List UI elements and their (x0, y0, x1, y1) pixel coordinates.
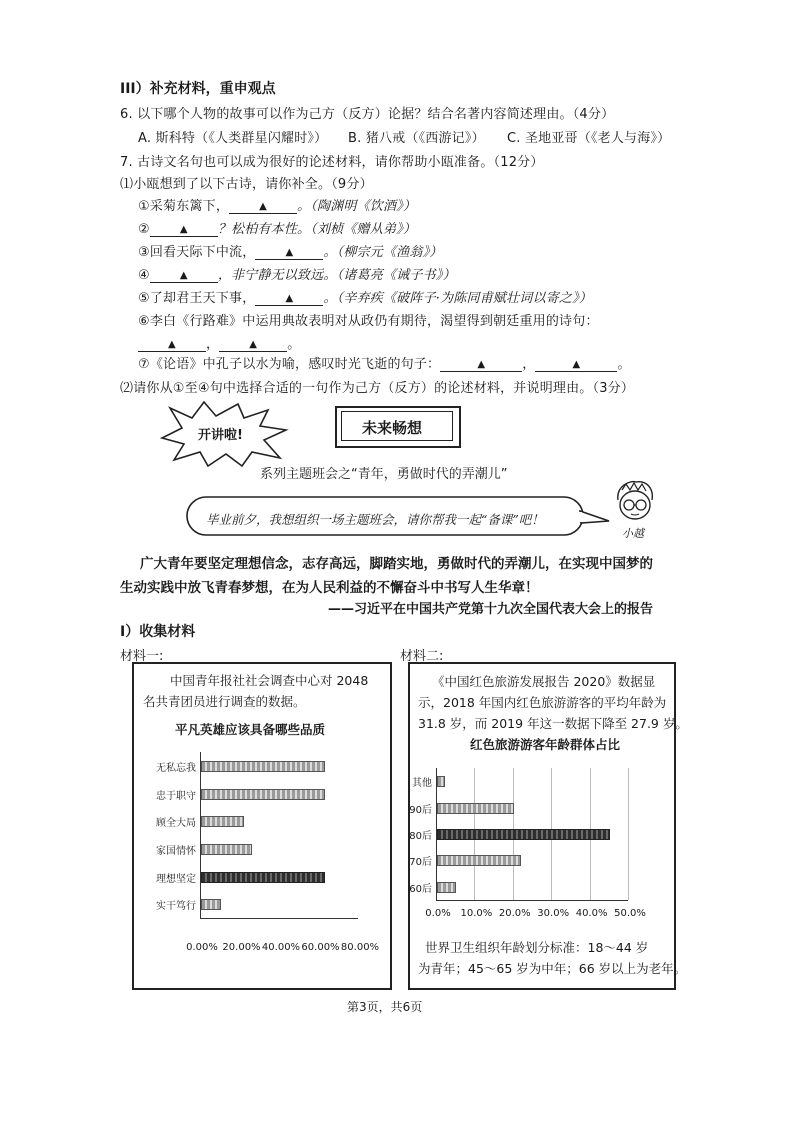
category-label: 家国情怀 (156, 845, 196, 857)
poem-line-6-blanks: ▲ ， ▲ 。 (138, 333, 300, 352)
bar (201, 789, 325, 800)
category-label: 80后 (409, 831, 432, 842)
answer-blank[interactable]: ▲ (535, 357, 617, 372)
answer-blank[interactable]: ▲ (255, 291, 323, 306)
material-2-intro-1: 《中国红色旅游发展报告 2020》数据显 (432, 674, 656, 689)
material-2-intro-3: 31.8 岁，而 2019 年这一数据下降至 27.9 岁。 (418, 716, 688, 731)
category-label: 90后 (409, 804, 432, 816)
bar (201, 899, 221, 910)
question-7-stem: 7. 古诗文名句也可以成为很好的论述材料，请你帮助小瓯准备。（12分） (120, 155, 544, 170)
x-tick-label: 30.0% (537, 908, 570, 919)
question-6-stem: 6. 以下哪个人物的故事可以作为己方（反方）论据？结合名著内容简述理由。（4分） (120, 107, 615, 122)
material-1-intro-2: 名共青团员进行调查的数据。 (143, 694, 306, 709)
poem-line-6-stem: ⑥李白《行路难》中运用典故表明对从政仍有期待，渴望得到朝廷重用的诗句： (138, 314, 599, 329)
poem-line-5: ⑤了却君王天下事， ▲ 。（辛弃疾《破阵子·为陈同甫赋壮词以寄之》） (138, 291, 593, 306)
material-2-note-2: 为青年；45～65 岁为中年；66 岁以上为老年。 (418, 961, 687, 976)
material-2-intro-2: 示，2018 年国内红色旅游游客的平均年龄为 (418, 695, 667, 710)
page-footer: 第3页，共6页 (347, 1000, 423, 1014)
bar (437, 803, 514, 814)
section-heading-iii: III）补充材料，重申观点 (120, 81, 276, 97)
quote-source: ——习近平在中国共产党第十九次全国代表大会上的报告 (328, 602, 654, 617)
category-label: 无私忘我 (156, 762, 196, 774)
category-label: 60后 (409, 883, 432, 895)
poem-line-2: ② ▲ ？松柏有本性。（刘桢《赠从弟》） (138, 222, 417, 237)
line-number: ① (138, 199, 150, 214)
x-axis (436, 900, 628, 901)
poem-line-1: ①采菊东篱下， ▲ 。（陶渊明《饮酒》） (138, 199, 417, 214)
burst-text: 开讲啦! (198, 428, 243, 443)
answer-blank[interactable]: ▲ (138, 337, 206, 352)
poem-line-3: ③回看天际下中流， ▲ 。（柳宗元《渔翁》） (138, 245, 443, 260)
bubble-text: 毕业前夕，我想组织一场主题班会，请你帮我一起“备课”吧！ (206, 512, 544, 527)
poem-line-4: ④ ▲ ，非宁静无以致远。（诸葛亮《诫子书》） (138, 268, 456, 283)
x-tick-label: 0.00% (186, 942, 218, 953)
answer-blank[interactable]: ▲ (229, 199, 297, 214)
y-axis (200, 752, 201, 918)
category-label: 顾全大局 (156, 818, 196, 830)
q6-option-b: B. 猪八戒（《西游记》） (348, 131, 485, 146)
material-1-label: 材料一: (120, 649, 164, 664)
character-name: 小越 (622, 527, 644, 540)
x-tick-label: 10.0% (460, 908, 493, 919)
bar (201, 844, 252, 855)
q7-part2: ⑵请你从①至④句中选择合适的一句作为己方（反方）的论述材料，并说明理由。（3分） (120, 381, 635, 396)
q6-option-c: C. 圣地亚哥（《老人与海》） (507, 131, 671, 146)
bar (437, 776, 445, 787)
category-label: 忠于职守 (156, 790, 196, 802)
x-tick-label: 40.00% (261, 942, 301, 953)
answer-blank[interactable]: ▲ (219, 337, 287, 352)
category-label: 实干笃行 (156, 901, 196, 913)
bar (437, 829, 610, 840)
material-1-intro-1: 中国青年报社社会调查中心对 2048 (170, 673, 369, 688)
bar (201, 761, 325, 772)
quote-line-2: 生动实践中放飞青春梦想，在为人民利益的不懈奋斗中书写人生华章！ (120, 580, 539, 596)
banner-subtitle: 系列主题班会之“青年，勇做时代的弄潮儿” (260, 467, 508, 482)
x-tick-label: 40.0% (575, 908, 608, 919)
bar (201, 816, 244, 827)
category-label: 其他 (412, 778, 432, 790)
q7-part1: ⑴小瓯想到了以下古诗，请你补全。（9分） (120, 177, 373, 192)
x-axis (200, 918, 358, 919)
answer-blank[interactable]: ▲ (440, 357, 522, 372)
bar (437, 855, 521, 866)
poem-line-7: ⑦《论语》中孔子以水为喻，感叹时光飞逝的句子： ▲ ， ▲ 。 (138, 357, 631, 372)
answer-blank[interactable]: ▲ (255, 245, 323, 260)
material-2-label: 材料二: (400, 649, 444, 664)
quote-line-1: 广大青年要坚定理想信念，志存高远，脚踏实地，勇做时代的弄潮儿，在实现中国梦的 (140, 556, 653, 572)
gridline (628, 768, 629, 900)
x-tick-label: 0.0% (425, 908, 451, 919)
bar (201, 872, 325, 883)
category-label: 理想坚定 (156, 873, 196, 885)
sign-text: 未来畅想 (362, 419, 423, 437)
q6-option-a: A. 斯科特（《人类群星闪耀时》） (138, 131, 328, 146)
x-tick-label: 20.00% (222, 942, 261, 953)
section-heading-i: I）收集材料 (120, 624, 196, 640)
category-label: 70后 (409, 857, 432, 869)
answer-blank[interactable]: ▲ (150, 222, 218, 237)
x-tick-label: 80.00% (340, 942, 380, 953)
answer-blank[interactable]: ▲ (150, 268, 218, 283)
x-tick-label: 60.00% (301, 942, 340, 953)
material-2-note-1: 世界卫生组织年龄划分标准：18～44 岁 (425, 940, 649, 955)
x-tick-label: 50.0% (614, 908, 646, 919)
chart-1-title: 平凡英雄应该具备哪些品质 (175, 722, 326, 737)
bar (437, 882, 456, 893)
x-tick-label: 20.0% (498, 908, 531, 919)
chart-2-title: 红色旅游游客年龄群体占比 (470, 737, 621, 752)
